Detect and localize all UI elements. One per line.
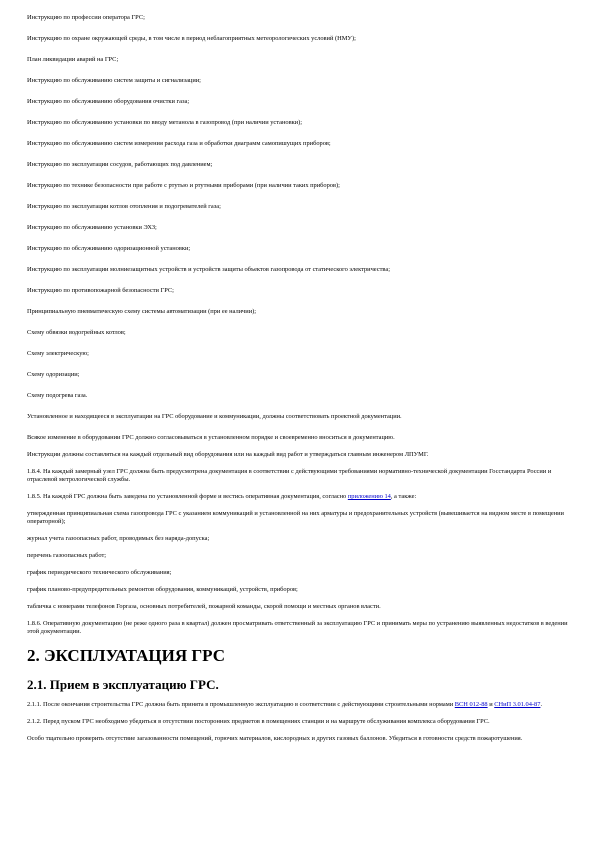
clause-2-1-1-mid: и bbox=[487, 701, 495, 709]
vsn-link[interactable]: ВСН 012-88 bbox=[454, 701, 488, 709]
snip-link[interactable]: СНиП 3.01.04-87 bbox=[494, 701, 541, 709]
list-item: Инструкцию по обслуживанию установки по вводу метанола в газопровод (при наличии установки); bbox=[27, 119, 303, 126]
schema-paragraph: утвержденная принципиальная схема газопровода ГРС с указанием коммуникаций и установленной на них арматуры и предохранительных устройств (вывешивается на видном месте в помещении операторной); bbox=[27, 510, 564, 526]
section-heading: 2. ЭКСПЛУАТАЦИЯ ГРС bbox=[27, 645, 226, 665]
clause-2-1-1 bbox=[27, 701, 573, 709]
check-paragraph: Особо тщательно проверить отсутствие загазованности помещений, горючих материалов, кислородных и других газовых баллонов. Убедиться в готовности средств пожаротушения. bbox=[27, 735, 523, 742]
list-item: Инструкцию по обслуживанию систем защиты и сигнализации; bbox=[27, 77, 201, 84]
clause-1-8-4: 1.8.4. На каждый замерный узел ГРС должна быть предусмотрена документация в соответствии с действующими требованиями нормативно-технической документации Госстандарта России и отраслевой метрологической службы. bbox=[27, 467, 552, 484]
clause-2-1-1-tail: . bbox=[540, 701, 543, 709]
changes-paragraph: Всякое изменение в оборудовании ГРС должно согласовываться в установленном порядке и своевременно вноситься в документацию. bbox=[27, 434, 395, 441]
list-item: Инструкцию по технике безопасности при работе с ртутью и ртутными приборами (при наличии таких приборов); bbox=[27, 182, 340, 189]
list-item: Инструкцию по охране окружающей среды, в том числе в период неблагоприятных метеорологических условий (НМУ); bbox=[27, 35, 356, 42]
phones-paragraph: табличка с номерами телефонов Горгаза, основных потребителей, пожарной команды, скорой помощи и местных органов власти. bbox=[27, 602, 381, 610]
list-item: План ликвидации аварий на ГРС; bbox=[27, 56, 119, 63]
list-item: Схему обвязки водогрейных котлов; bbox=[27, 329, 126, 336]
clause-1-8-5-text: 1.8.5. На каждой ГРС должна быть заведена по установленной форме и вестись оперативная документация, согласно bbox=[27, 493, 348, 501]
appendix-14-link[interactable]: приложению 14 bbox=[347, 493, 391, 501]
list-item: Инструкцию по обслуживанию установки ЭХЗ; bbox=[27, 224, 157, 231]
conformity-paragraph: Установленное и находящееся в эксплуатации на ГРС оборудование и коммуникации, должны соответствовать проектной документации. bbox=[27, 413, 402, 420]
clause-1-8-5 bbox=[27, 493, 573, 501]
subsection-heading: 2.1. Прием в эксплуатацию ГРС. bbox=[27, 676, 219, 692]
list-item: Инструкцию по эксплуатации котлов отопления и подогревателей газа; bbox=[27, 203, 221, 210]
gas-works-list-paragraph: перечень газоопасных работ; bbox=[27, 552, 107, 560]
journal-paragraph: журнал учета газоопасных работ, проводимых без наряда-допуска; bbox=[27, 535, 210, 543]
list-item: Инструкцию по профессии оператора ГРС; bbox=[27, 14, 145, 21]
list-item: Принципиальную пневматическую схему системы автоматизации (при ее наличии); bbox=[27, 308, 257, 315]
list-item: Инструкцию по обслуживанию оборудования очистки газа; bbox=[27, 98, 190, 105]
clause-1-8-5-tail: , а также: bbox=[390, 493, 417, 501]
list-item: Схему электрическую; bbox=[27, 350, 89, 357]
instruction-list bbox=[27, 14, 573, 400]
clause-1-8-6: 1.8.6. Оперативную документацию (не реже одного раза в квартал) должен просматривать ответственный за эксплуатацию ГРС и принимать меры по устранению выявленных недостатков в ведении этой документации. bbox=[27, 619, 568, 636]
instructions-paragraph: Инструкции должны составляться на каждый отдельный вид оборудования или на каждый вид работ и утверждаться главным инженером ЛПУМГ. bbox=[27, 450, 429, 458]
clause-2-1-1-text: 2.1.1. После окончания строительства ГРС должна быть принята в промышленную эксплуатацию в соответствии с действующими строительными нормами bbox=[27, 701, 455, 709]
maintenance-schedule-paragraph: график периодического технического обслуживания; bbox=[27, 569, 172, 577]
list-item: Инструкцию по противопожарной безопасности ГРС; bbox=[27, 287, 174, 294]
clause-2-1-2: 2.1.2. Перед пуском ГРС необходимо убедиться в отсутствии посторонних предметов в помещениях станции и на маршруте обслуживания комплекса оборудования ГРС. bbox=[27, 718, 490, 726]
list-item: Инструкцию по эксплуатации молниезащитных устройств и устройств защиты объектов газопровода от статического электричества; bbox=[27, 266, 390, 273]
list-item: Инструкцию по обслуживанию одоризационной установки; bbox=[27, 245, 191, 252]
list-item: Инструкцию по обслуживанию систем измерения расхода газа и обработки диаграмм самопишущих приборов; bbox=[27, 140, 331, 147]
list-item: Схему подогрева газа. bbox=[27, 392, 88, 399]
list-item: Схему одоризации; bbox=[27, 371, 80, 378]
repair-schedule-paragraph: график планово-предупредительных ремонтов оборудования, коммуникаций, устройств, приборов; bbox=[27, 586, 298, 594]
list-item: Инструкцию по эксплуатации сосудов, работающих под давлением; bbox=[27, 161, 213, 168]
